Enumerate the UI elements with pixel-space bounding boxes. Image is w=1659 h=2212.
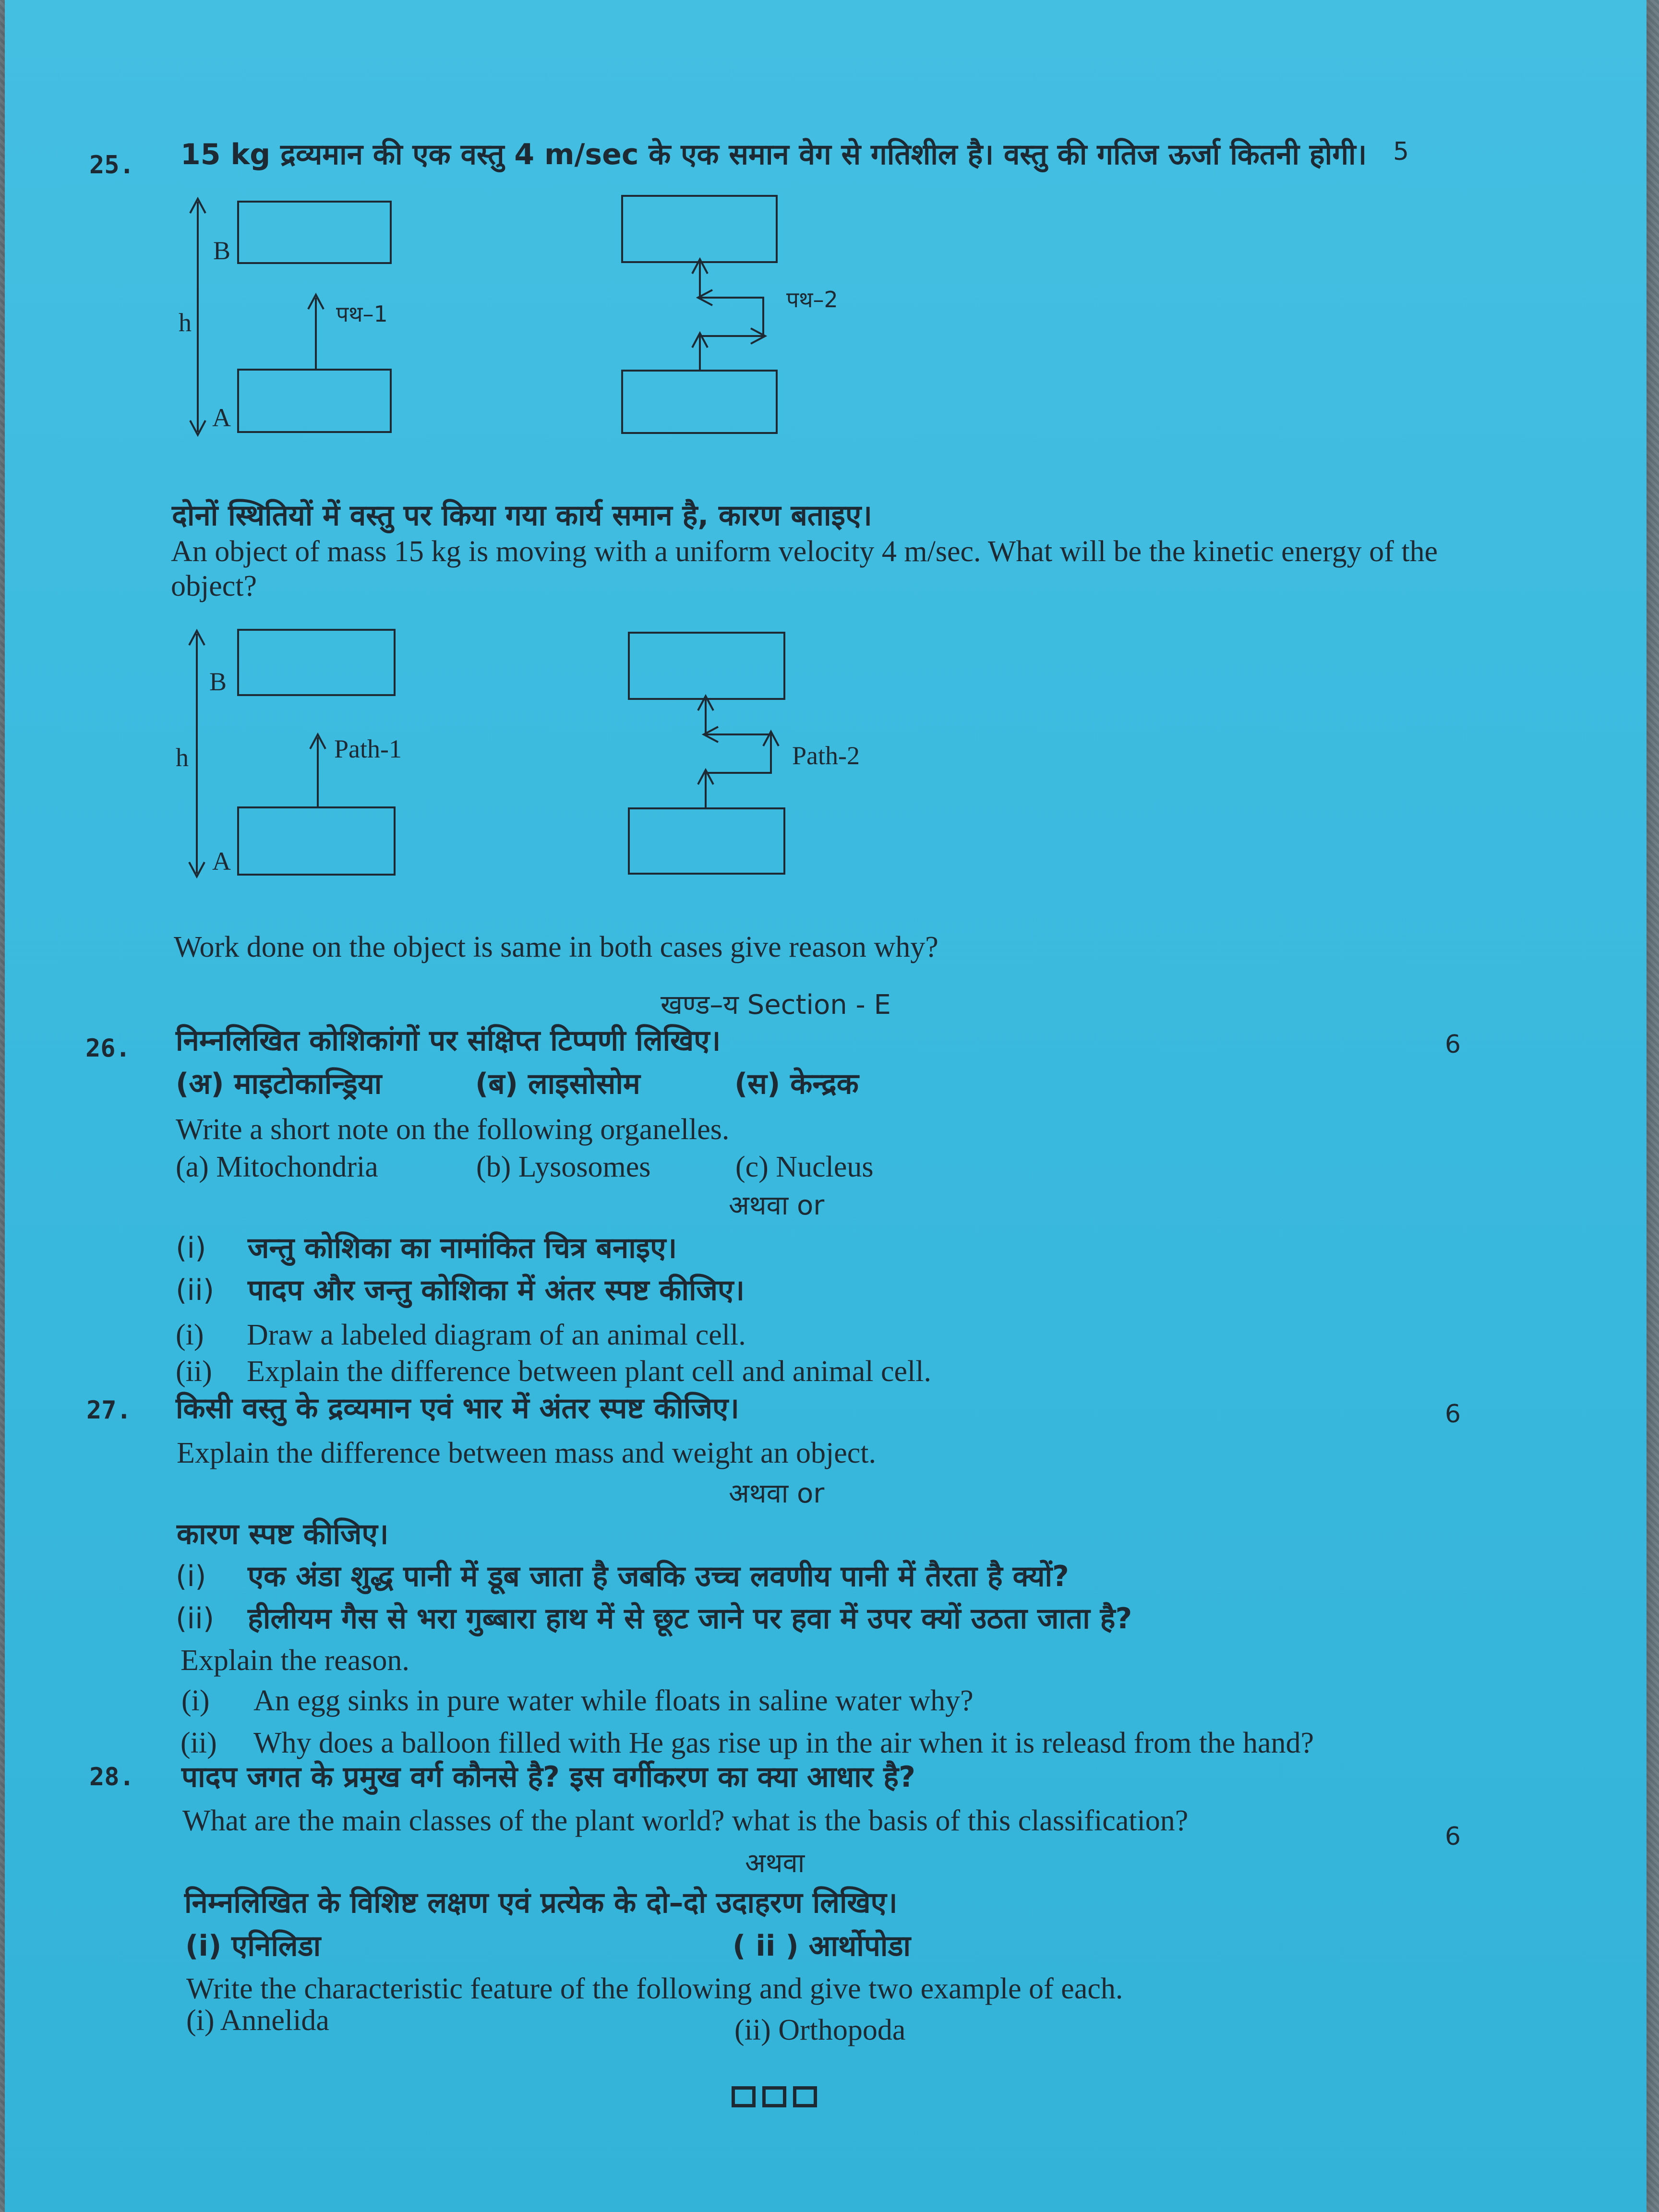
q26-marks: 6 [1445,1030,1461,1059]
label-h: h [176,743,189,772]
label-h: h [179,308,192,337]
block-a [238,807,395,875]
q26-english-option-3: (c) Nucleus [735,1151,874,1183]
q26-hindi-option-3: (स) केन्द्रक [734,1067,859,1101]
q26-english-question: Write a short note on the following organelles. [176,1113,730,1146]
q27-number: 27. [86,1396,132,1425]
block-top-right [629,633,784,699]
path2-label: Path-2 [792,741,860,770]
q27-alt-hindi-1-num: (i) [176,1560,206,1593]
q27-alt-english-1-num: (i) [181,1684,210,1717]
path2-zigzag [706,699,771,808]
q26-alt-english-1-num: (i) [176,1319,204,1351]
hindi-figure [173,192,893,442]
q28-alt-hindi-intro: निम्नलिखित के विशिष्ट लक्षण एवं प्रत्येक के दो–दो उदाहरण लिखिए। [184,1886,898,1920]
path2-label: पथ–2 [786,287,838,313]
q26-alt-hindi-2-text: पादप और जन्तु कोशिका में अंतर स्पष्ट कीजिए। [248,1274,745,1307]
q28-alt-english-option-2: (ii) Orthopoda [734,2014,906,2046]
label-a: A [212,403,231,432]
label-b: B [213,236,231,265]
q27-alt-english-1-text: An egg sinks in pure water while floats in saline water why? [253,1684,974,1717]
english-figure [173,624,893,883]
block-bottom-right [622,371,777,433]
q25-hindi-reason: दोनों स्थितियों में वस्तु पर किया गया कार्य समान है, कारण बताइए। [172,499,872,532]
q26-alt-hindi-2-num: (ii) [176,1274,215,1307]
q27-marks: 6 [1445,1400,1461,1429]
q25-english-reason: Work done on the object is same in both cases give reason why? [174,931,938,963]
q27-alt-hindi-intro: कारण स्पष्ट कीजिए। [177,1517,389,1551]
block-a [238,370,391,432]
q28-alt-english-option-1: (i) Annelida [186,2004,329,2037]
q26-alt-hindi-1-text: जन्तु कोशिका का नामांकित चित्र बनाइए। [248,1231,677,1265]
q27-or-label: अथवा or [729,1478,825,1509]
q26-alt-english-2-text: Explain the difference between plant cell and animal cell. [247,1355,931,1388]
q25-marks: 5 [1393,137,1409,166]
q27-alt-english-intro: Explain the reason. [180,1644,409,1677]
q26-english-option-2: (b) Lysosomes [476,1151,651,1183]
q27-hindi-question: किसी वस्तु के द्रव्यमान एवं भार में अंतर स्पष्ट कीजिए। [176,1392,739,1425]
q25-english-question-line2: object? [171,570,257,602]
q28-number: 28. [89,1763,134,1791]
path1-label: Path-1 [334,734,402,763]
q25-english-question-line1: An object of mass 15 kg is moving with a uniform velocity 4 m/sec. What will be the kinetic energy of the [171,535,1438,568]
q26-or-label: अथवा or [729,1190,825,1221]
path2-zigzag [700,262,763,371]
q28-alt-hindi-option-2: ( ii ) आर्थोपोडा [733,1929,911,1963]
q26-hindi-option-2: (ब) लाइसोसोम [475,1067,640,1101]
q26-alt-english-2-num: (ii) [176,1355,212,1388]
block-b [238,630,395,695]
q27-alt-english-2-num: (ii) [180,1727,217,1759]
q26-alt-hindi-1-num: (i) [176,1231,206,1265]
label-b: B [209,667,227,696]
block-b [238,202,391,263]
q26-english-option-1: (a) Mitochondria [176,1151,378,1183]
q27-alt-hindi-2-text: हीलीयम गैस से भरा गुब्बारा हाथ में से छूट जाने पर हवा में उपर क्यों उठता जाता है? [248,1602,1132,1635]
q26-hindi-question: निम्नलिखित कोशिकांगों पर संक्षिप्त टिप्पणी लिखिए। [176,1024,721,1058]
q27-english-question: Explain the difference between mass and weight an object. [177,1437,877,1469]
q28-alt-english-intro: Write the characteristic feature of the following and give two example of each. [186,1972,1123,2005]
q26-alt-english-1-text: Draw a labeled diagram of an animal cell. [247,1319,746,1351]
q26-hindi-option-1: (अ) माइटोकान्ड्रिया [176,1067,382,1101]
q25-hindi-question: 15 kg द्रव्यमान की एक वस्तु 4 m/sec के एक समान वेग से गतिशील है। वस्तु की गतिज ऊर्जा कितनी होगी। [180,138,1367,171]
q27-alt-hindi-2-num: (ii) [176,1602,215,1635]
q28-alt-hindi-option-1: (i) एनिलिडा [185,1929,321,1963]
q27-alt-hindi-1-text: एक अंडा शुद्ध पानी में डूब जाता है जबकि उच्च लवणीय पानी में तैरता है क्यों? [248,1560,1069,1593]
q27-alt-english-2-text: Why does a balloon filled with He gas rise up in the air when it is releasd from the hand? [253,1727,1314,1759]
q28-hindi-question: पादप जगत के प्रमुख वर्ग कौनसे है? इस वर्गीकरण का क्या आधार है? [181,1760,915,1794]
q28-english-question: What are the main classes of the plant world? what is the basis of this classification? [182,1804,1189,1837]
q28-marks: 6 [1445,1822,1461,1851]
section-heading: खण्ड–य Section - E [661,989,891,1021]
q28-or-label: अथवा [745,1848,805,1879]
block-top-right [622,196,777,262]
end-of-paper-icon [732,2086,823,2108]
q26-number: 26. [85,1034,131,1063]
path1-label: पथ–1 [336,301,388,327]
label-a: A [212,847,231,876]
q25-number: 25. [89,151,134,180]
block-bottom-right [629,808,784,874]
